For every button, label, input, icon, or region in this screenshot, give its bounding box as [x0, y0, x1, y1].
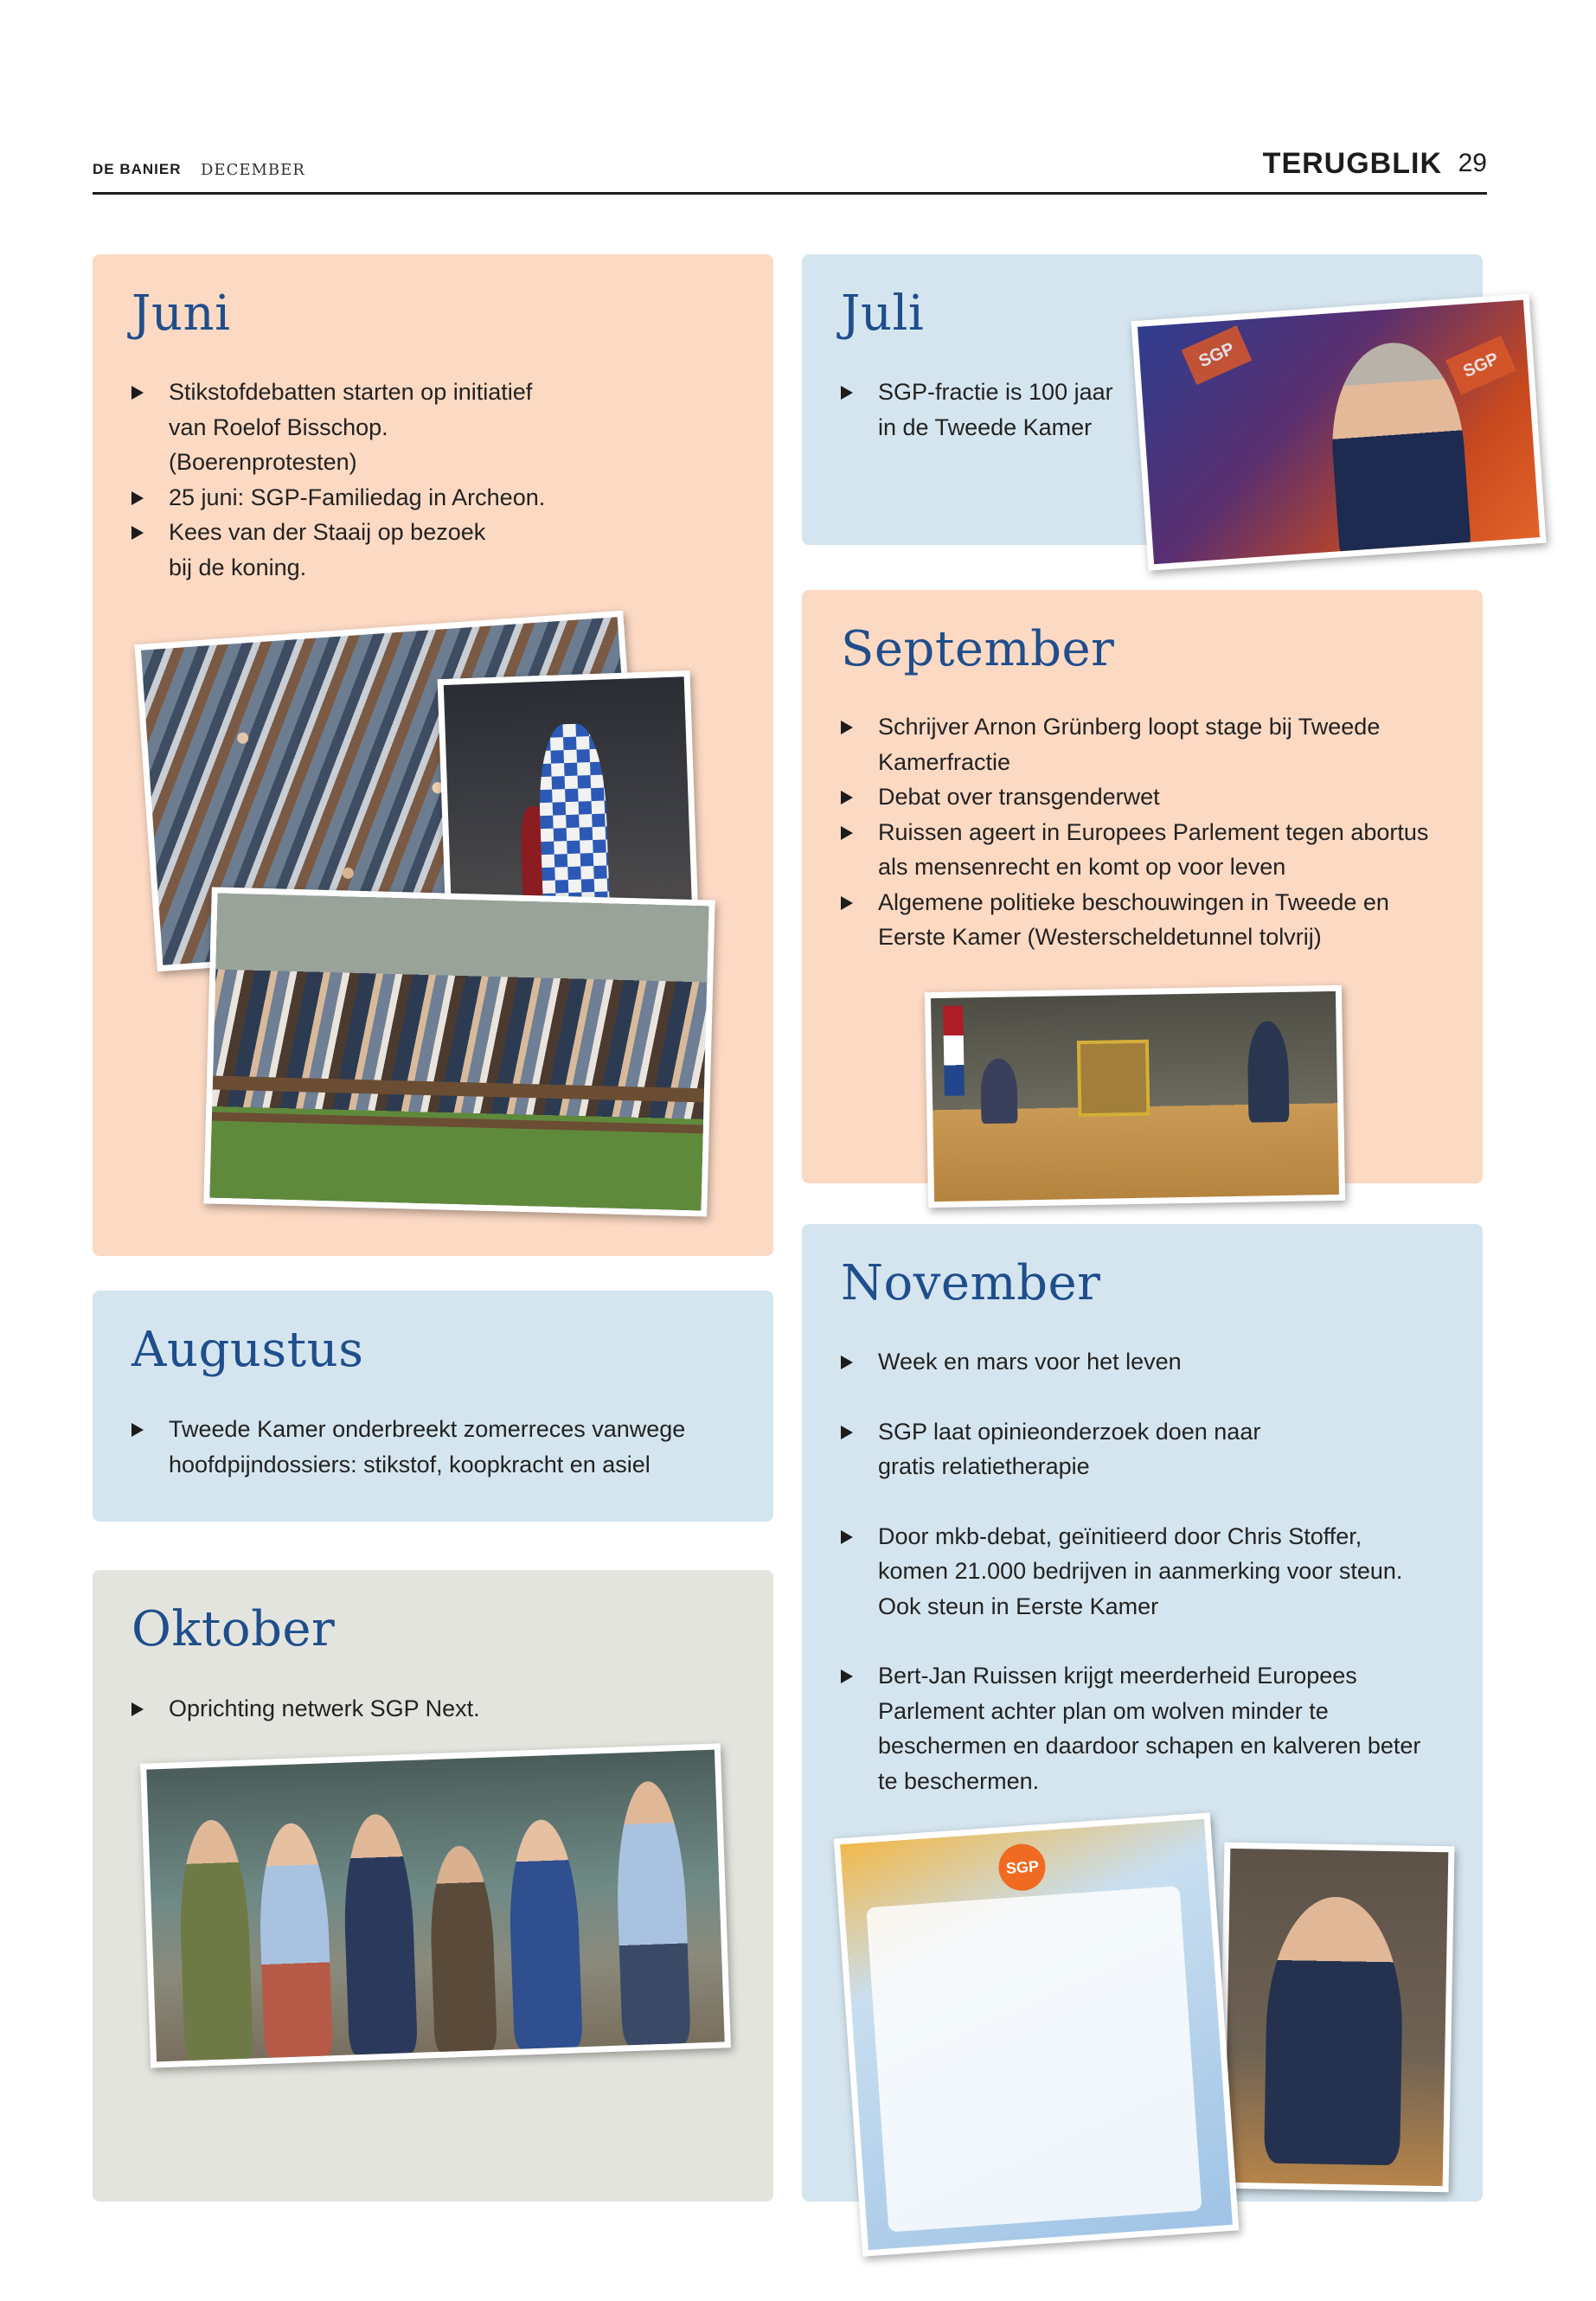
bullet-icon	[841, 1530, 853, 1544]
sgp-sign: SGP	[1181, 325, 1252, 385]
list-item: Kees van der Staaij op bezoek bij de koning.	[131, 515, 737, 585]
photo-vote-result-graphic	[834, 1812, 1240, 2256]
month-title-november: November	[841, 1255, 1101, 1311]
list-item: SGP laat opinieonderzoek doen naar gratis relatietherapie	[841, 1414, 1464, 1484]
card-augustus	[93, 1291, 773, 1522]
list-item: Tweede Kamer onderbreekt zomerreces vanwege hoofdpijndossiers: stikstof, koopkracht en asiel	[131, 1412, 754, 1482]
bullet-list-oktober	[131, 1691, 754, 1727]
list-item: Ruissen ageert in Europees Parlement tegen abortus als mensenrecht en komt op voor leven	[841, 815, 1464, 885]
group-member	[428, 1845, 497, 2052]
list-item: Stikstofdebatten starten op initiatief van Roelof Bisschop. (Boerenprotesten)	[131, 375, 737, 480]
photo-studio-interview	[1131, 293, 1546, 570]
photo-sgp-next-group	[140, 1743, 731, 2067]
list-item: Debat over transgenderwet	[841, 779, 1464, 815]
bullet-list-september	[841, 709, 1464, 955]
bullet-icon	[841, 721, 853, 734]
bullet-icon	[841, 791, 853, 804]
speaker	[1264, 1896, 1404, 2165]
bullet-icon	[131, 491, 144, 505]
list-item: 25 juni: SGP-Familiedag in Archeon.	[131, 480, 737, 516]
bullet-list-augustus	[131, 1412, 754, 1482]
list-item: Bert-Jan Ruissen krijgt meerderheid Europees Parlement achter plan om wolven minder te beschermen en daardoor schapen en kalveren beter te beschermen.	[841, 1658, 1464, 1798]
month-title-september: September	[841, 621, 1115, 677]
group-member	[176, 1818, 253, 2061]
sgp-logo: SGP	[997, 1843, 1048, 1893]
list-item: Schrijver Arnon Grünberg loopt stage bij Tweede Kamerfractie	[841, 709, 1464, 779]
bullet-icon	[131, 386, 144, 400]
interviewee	[1325, 338, 1471, 564]
list-item: Door mkb-debat, geïnitieerd door Chris Stoffer, komen 21.000 bedrijven in aanmerking voor steun. Ook steun in Eerste Kamer	[841, 1519, 1464, 1625]
list-item: Algemene politieke beschouwingen in Tweede en Eerste Kamer (Westerscheldetunnel tolvrij)	[841, 885, 1464, 955]
bullet-icon	[841, 1426, 853, 1439]
bullet-icon	[131, 1423, 144, 1437]
bullet-icon	[841, 1356, 853, 1369]
group-member	[342, 1813, 418, 2055]
speaker	[1247, 1021, 1290, 1123]
painting	[1077, 1039, 1150, 1116]
issue-month: DECEMBER	[201, 161, 305, 179]
dutch-flag	[943, 1006, 965, 1096]
group-member	[256, 1822, 332, 2058]
chair	[980, 1058, 1017, 1124]
list-item: Week en mars voor het leven	[841, 1344, 1464, 1380]
group-member	[613, 1780, 690, 2046]
sgp-sign: SGP	[1445, 336, 1516, 395]
month-title-oktober: Oktober	[131, 1601, 336, 1657]
bullet-icon	[131, 1702, 144, 1716]
bullet-icon	[841, 826, 853, 840]
group-member	[507, 1819, 583, 2049]
bullet-list-juni	[131, 375, 737, 585]
bullet-icon	[841, 386, 853, 400]
bullet-icon	[131, 526, 144, 540]
bullet-list-juli	[841, 375, 1152, 445]
photo-speaker-parliament	[1219, 1843, 1455, 2193]
bullet-list-november	[841, 1344, 1464, 1798]
photo-family-day-crowd	[203, 887, 715, 1216]
page-header	[93, 147, 1487, 195]
vote-panel	[867, 1886, 1202, 2232]
month-title-juni: Juni	[131, 285, 231, 342]
list-item: Oprichting netwerk SGP Next.	[131, 1691, 754, 1727]
bullet-icon	[841, 896, 853, 910]
month-title-juli: Juli	[841, 285, 925, 342]
publication-name: DE BANIER	[93, 161, 182, 177]
section-title: TERUGBLIK	[1262, 147, 1442, 180]
list-item: SGP-fractie is 100 jaar in de Tweede Kamer	[841, 375, 1152, 445]
photo-parliament-painting	[925, 985, 1345, 1208]
page-number: 29	[1458, 149, 1487, 177]
month-title-augustus: Augustus	[131, 1322, 364, 1378]
bullet-icon	[841, 1670, 853, 1683]
